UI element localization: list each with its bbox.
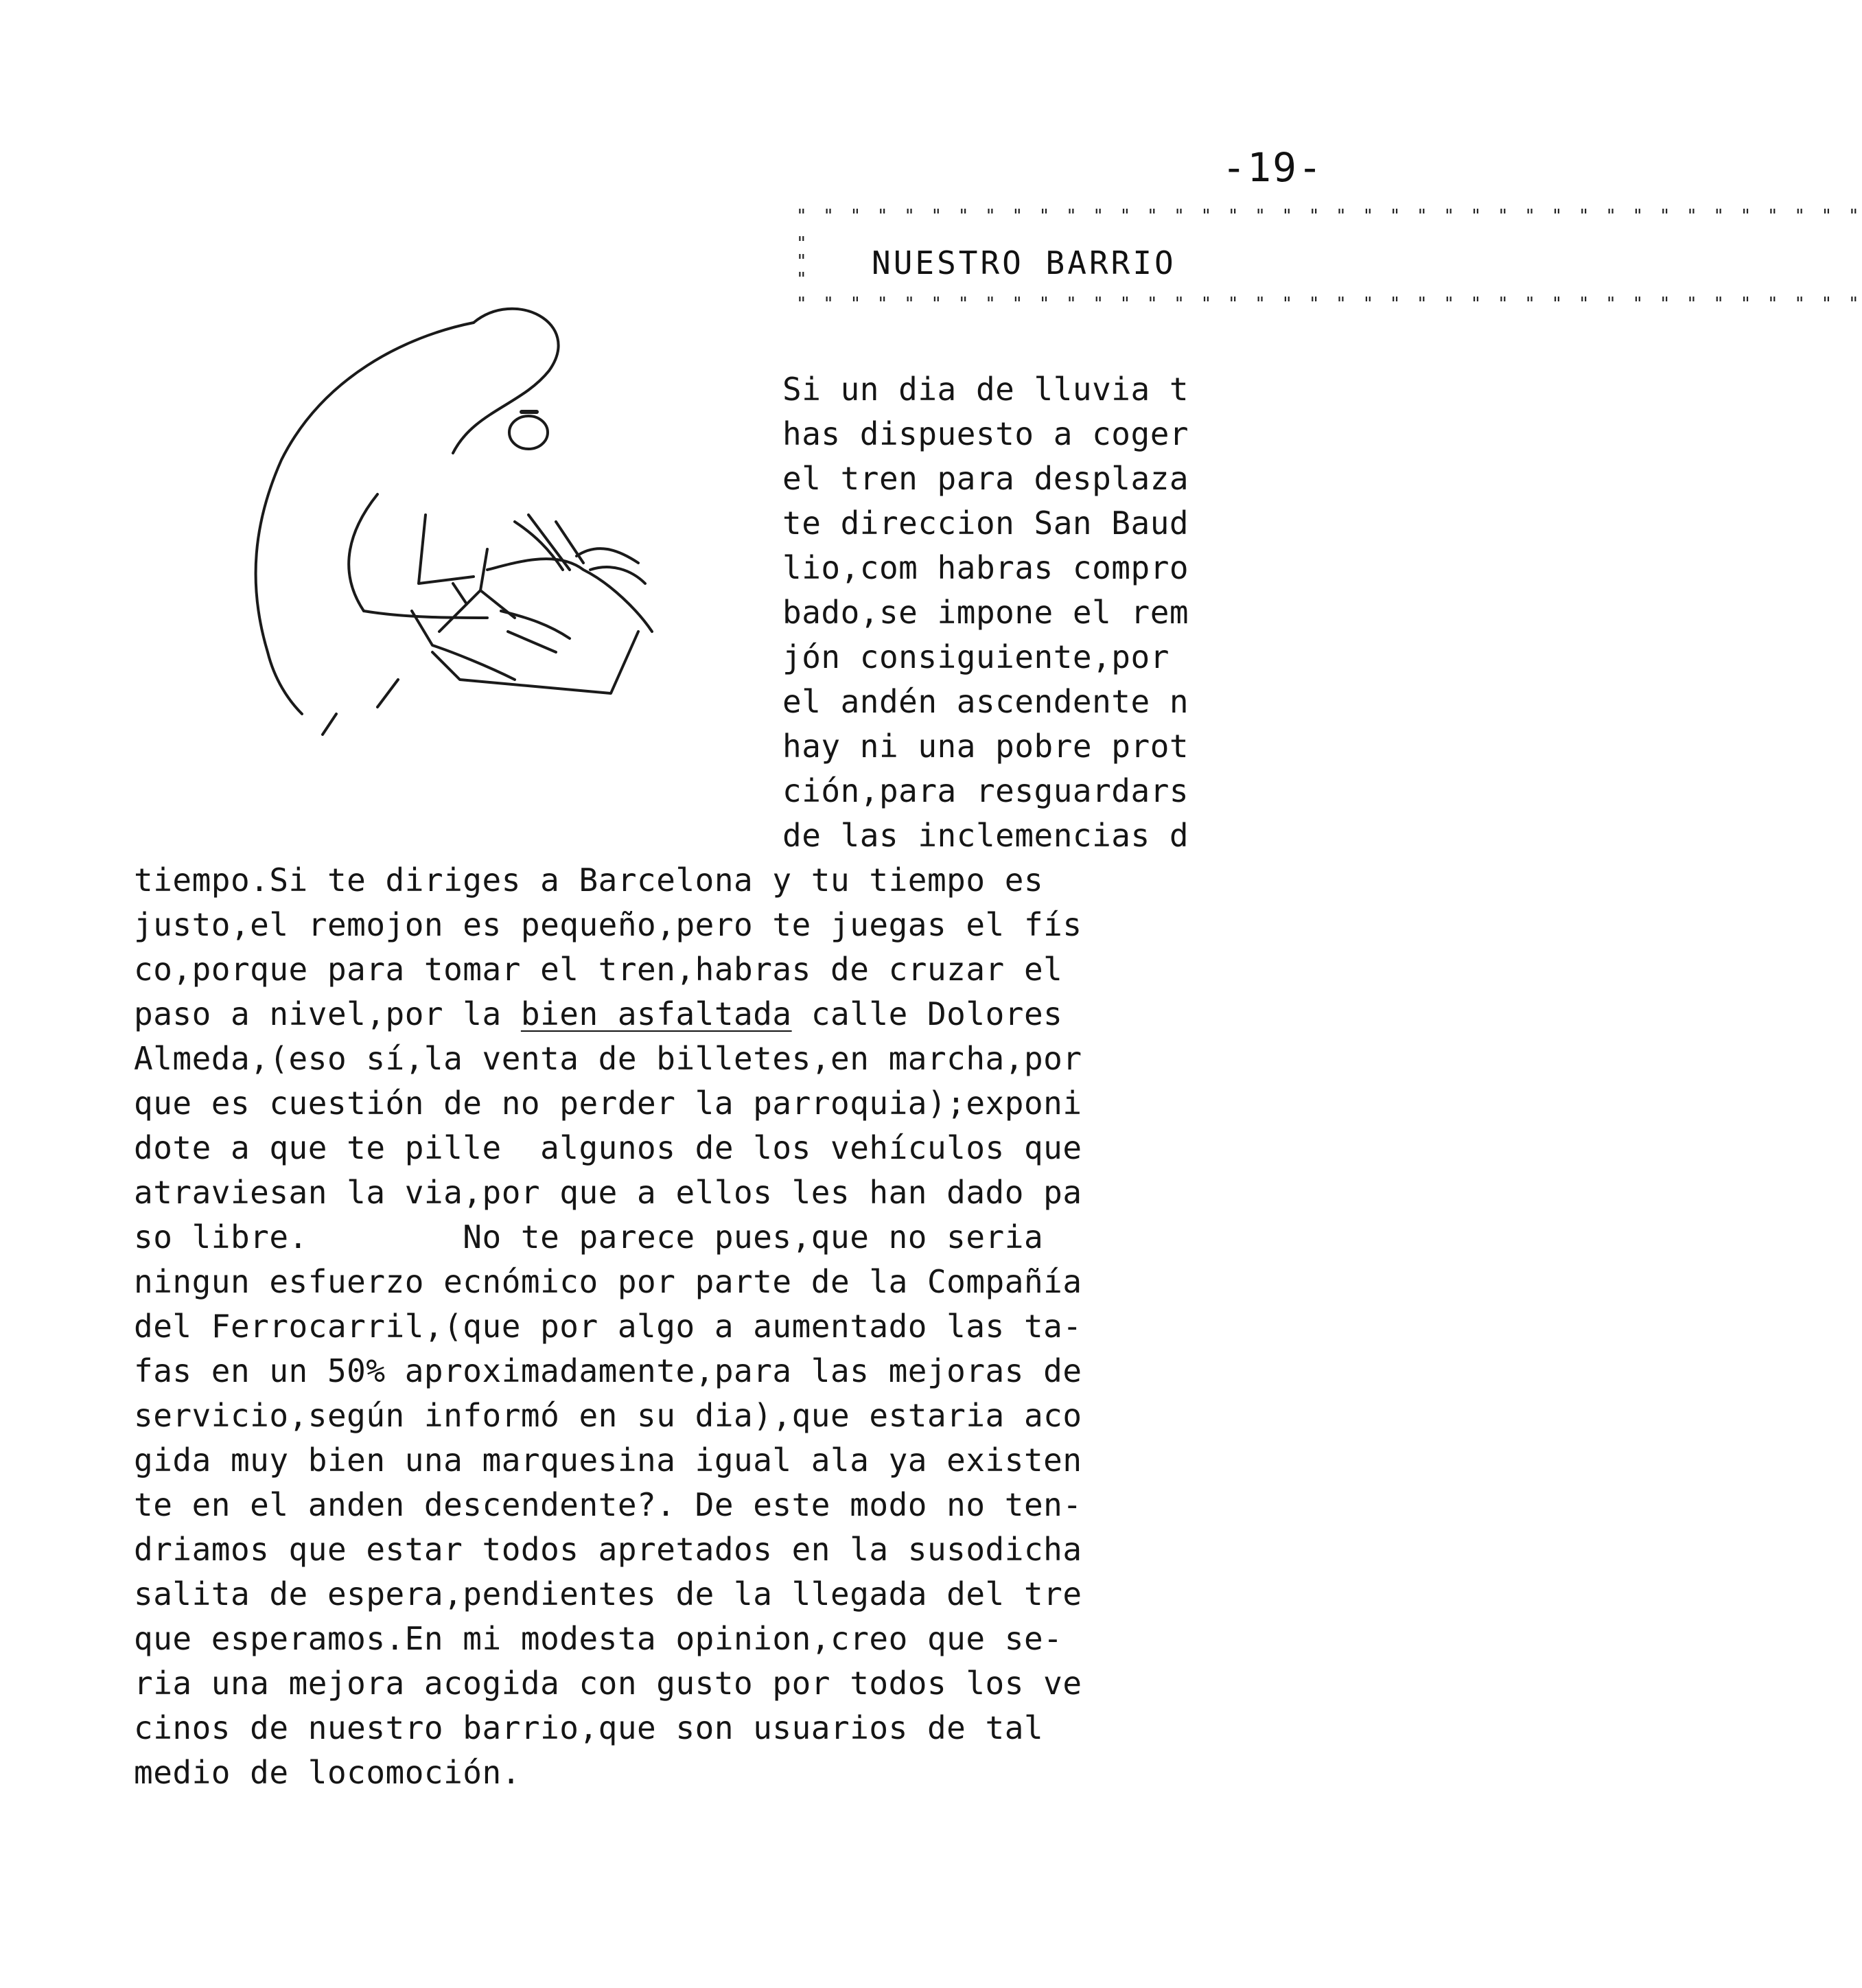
body-line: de las inclemencias d: [782, 817, 1189, 854]
body-line: ningun esfuerzo ecnómico por parte de la Compañía: [134, 1263, 1082, 1300]
body-line: que es cuestión de no perder la parroquia);exponi: [134, 1085, 1082, 1122]
body-line: servicio,según informó en su dia),que estaria aco: [134, 1397, 1082, 1434]
title-left-mark: " " ": [796, 233, 807, 290]
underlined-phrase: bien asfaltada: [520, 995, 792, 1032]
body-line: has dispuesto a coger: [782, 415, 1189, 452]
body-line: del Ferrocarril,(que por algo a aumentado las ta-: [134, 1308, 1082, 1345]
body-line: atraviesan la via,por que a ellos les han dado pa: [134, 1174, 1082, 1211]
body-line: jón consiguiente,por: [782, 638, 1169, 675]
body-line: fas en un 50% aproximadamente,para las mejoras de: [134, 1352, 1082, 1389]
body-line: bado,se impone el rem: [782, 594, 1189, 631]
body-line: gida muy bien una marquesina igual ala ya existen: [134, 1442, 1082, 1479]
body-line: so libre. No te parece pues,que no seria: [134, 1218, 1044, 1256]
body-line: ria una mejora acogida con gusto por todos los ve: [134, 1665, 1082, 1702]
title-rule-bottom: " " " " " " " " " " " " " " " " " " " " " " " " " " " " " " " " " " " " " " " ": [796, 294, 1862, 314]
page-number: -19-: [1222, 144, 1323, 191]
article-title: NUESTRO BARRIO: [872, 244, 1176, 281]
body-line-end: calle Dolores: [791, 995, 1063, 1032]
body-line: Almeda,(eso sí,la venta de billetes,en marcha,por: [134, 1040, 1082, 1077]
body-line: el tren para desplaza: [782, 460, 1189, 497]
body-line-start: paso a nivel,por la: [134, 995, 521, 1032]
body-line: driamos que estar todos apretados en la susodicha: [134, 1531, 1082, 1568]
title-rule-top: " " " " " " " " " " " " " " " " " " " " " " " " " " " " " " " " " " " " " " " ": [796, 206, 1862, 227]
body-line: dote a que te pille algunos de los vehículos que: [134, 1129, 1082, 1166]
body-line: justo,el remojon es pequeño,pero te juegas el fís: [134, 906, 1082, 943]
body-line: que esperamos.En mi modesta opinion,creo que se-: [134, 1620, 1063, 1657]
body-line: cinos de nuestro barrio,que son usuarios de tal: [134, 1709, 1044, 1746]
body-line: medio de locomoción.: [134, 1754, 521, 1791]
body-line: hay ni una pobre prot: [782, 728, 1189, 765]
body-line: el andén ascendente n: [782, 683, 1189, 720]
body-line: te en el anden descendente?. De este modo no ten-: [134, 1486, 1082, 1523]
body-line: [134, 992, 1062, 1036]
body-line: co,porque para tomar el tren,habras de cruzar el: [134, 951, 1063, 988]
body-line: te direccion San Baud: [782, 505, 1189, 542]
body-line: Si un dia de lluvia t: [782, 371, 1189, 408]
body-line: salita de espera,pendientes de la llegada del tre: [134, 1575, 1082, 1613]
body-line: ción,para resguardars: [782, 772, 1189, 809]
body-line: lio,com habras compro: [782, 549, 1189, 586]
body-line: tiempo.Si te diriges a Barcelona y tu tiempo es: [134, 862, 1044, 899]
